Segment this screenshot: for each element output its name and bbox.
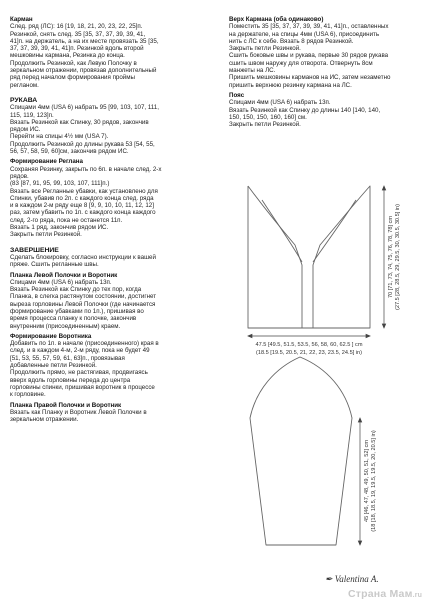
body-length-label-in: (27.5 [28, 28.5, 29, 29.5, 30, 30.5, 30.5] in): [395, 203, 401, 311]
body-width-label-in: (18.5 [19.5, 20.5, 21, 22, 23, 23.5, 24.5] in): [255, 350, 363, 356]
sleeve-length-label-in: (18 [18, 18.5, 19, 19.5, 19.5, 20, 20.5] in): [371, 430, 377, 532]
collar-line-left: [262, 200, 302, 262]
body-width-label-cm: 47.5 [49.5, 51.5, 53.5, 56, 58, 60, 62.5 ] cm: [255, 342, 363, 348]
raglan-line: Спинки, убавив по 2п. с каждого конца след. ряда: [10, 194, 154, 202]
pocket-line: ряд перед началом формирования проймы: [10, 74, 135, 82]
collar-line: Продолжить прямо, не растягивая, продвигаясь: [10, 369, 148, 377]
collar-line: вверх вдоль горловины переда до центра: [10, 376, 131, 384]
raglan-line: и в каждом 2-м ряду еще 8 [9, 9, 10, 10, 11, 12, 12]: [10, 202, 154, 210]
finishing-line: Сделать блокировку, согласно инструкции к вашей: [10, 253, 156, 261]
pocket-line: регланом.: [10, 81, 39, 89]
body-left-edge: [248, 186, 302, 328]
watermark: [348, 588, 422, 600]
pocket-line: 41]п. на держатель, а на их месте провязать 35 [35,: [10, 37, 159, 45]
pocket-top-heading: Верх Кармана (оба одинаково): [229, 16, 324, 23]
body-width-arrow-right: [366, 334, 370, 337]
sleeve-line: Вязать Резинкой как Спинку, 30 рядов, закончив: [10, 118, 149, 126]
sleeve-heading: РУКАВА: [10, 96, 38, 104]
designer-signature: [325, 574, 379, 585]
sleeve-length-arrow-bottom: [358, 541, 361, 545]
sleeve-length-label-cm: 45 [46, 47, 48, 49, 50, 51, 52] cm: [364, 439, 370, 523]
sleeve-line: Продолжить Резинкой до длины рукава 53 [54, 55,: [10, 140, 155, 148]
right-band-line: зеркальном отражении.: [10, 416, 79, 424]
raglan-line: след. 2-го ряда, пока не останется 11п.: [10, 216, 123, 224]
pocket-top-line: сшить швом наружу для отворота. Отвернуть 8см: [229, 59, 373, 67]
belt-line: 150, 150, 150, 160, 160] см.: [229, 113, 307, 121]
pocket-top-line: Пришить мешковины карманов на ИС, затем незаметно: [229, 74, 391, 82]
belt-heading: Пояс: [229, 91, 245, 99]
left-band-line: Планка, в слегка растянутом состоянии, достигнет: [10, 293, 157, 301]
left-band-line: внутренним (присоединенным) краем.: [10, 322, 121, 330]
pocket-heading: Карман: [10, 16, 33, 23]
body-length-arrow-bottom: [382, 324, 385, 328]
watermark-text: Страна Мам: [348, 588, 413, 600]
signature-text: Valentina A.: [334, 574, 379, 584]
sleeve-length-arrow-top: [358, 418, 361, 422]
left-band-line: время процесса планку к полочке, закончив: [10, 315, 137, 323]
watermark-domain: .ru: [412, 592, 423, 599]
pocket-top-line: Закрыть петли Резинкой.: [229, 45, 301, 53]
raglan-line: Закрыть петли Резинкой.: [10, 231, 82, 239]
collar-heading: Формирование Воротника: [10, 332, 92, 340]
pen-icon: ✒: [325, 574, 335, 584]
belt-line: Вязать Резинкой как Спинку до длины 140 [140, 140,: [229, 106, 381, 114]
raglan-line: Вязать все Регланные убавки, как установлено для: [10, 187, 158, 195]
collar-line: [51, 53, 55, 57, 59, 61, 63]п., провязывая: [10, 354, 125, 362]
sleeve-outline: [250, 357, 352, 545]
pocket-top-line: Сшить боковые швы и рукава, первые 30 рядов рукава: [229, 52, 389, 60]
body-length-arrow-top: [382, 186, 385, 190]
pocket-line: Продолжить Резинкой, как Левую Полочку в: [10, 59, 137, 67]
pocket-line: мешковины кармана, Резинка до конца.: [10, 52, 125, 60]
sleeve-line: 56, 57, 58, 59, 60]см, закончив рядом ИС.: [10, 148, 129, 156]
raglan-line: рядов.: [10, 172, 29, 180]
left-band-line: Вязать Резинкой как Спинку до тех пор, когда: [10, 286, 142, 294]
left-band-line: формирование убавками по 1п.), пришивая во: [10, 307, 144, 315]
left-band-line: выреза горловины Левой Полочки (где начинается: [10, 300, 156, 308]
left-band-heading: Планка Левой Полочки и Воротник: [10, 271, 118, 279]
collar-line-right: [313, 200, 356, 262]
sleeve-line: 115, 119, 123]п.: [10, 111, 54, 119]
pocket-top-line: пришить верхнюю резинку кармана на ЛС.: [229, 81, 352, 89]
pocket-line: След. ряд (ЛС): 16 [19, 18, 21, 20, 23, 22, 25]п.: [10, 23, 143, 31]
right-band-heading: Планка Правой Полочки и Воротник: [10, 401, 122, 409]
pocket-top-line: Поместить 35 [35, 37, 37, 39, 39, 41, 41]п., оставленных: [229, 23, 389, 31]
collar-line: горловины спинки, пришивая воротник в процессе: [10, 383, 155, 391]
pocket-line: Резинкой, снять след. 35 [35, 37, 37, 39, 39, 41,: [10, 30, 146, 38]
sleeve-line: Спицами 4мм (USA 6) набрать 95 [99, 103, 107, 111,: [10, 104, 159, 112]
finishing-heading: ЗАВЕРШЕНИЕ: [10, 246, 59, 254]
pocket-top-line: на держателе, на спицы 4мм (USA 6), присоединить: [229, 30, 380, 38]
left-band-line: Спицами 4мм (USA 6) набрать 13п.: [10, 278, 112, 286]
pocket-line: 37, 37, 39, 39, 41, 41]п. Резинкой вдоль второй: [10, 45, 144, 53]
raglan-line: раз, затем убавить по 1п. с каждого конца каждого: [10, 209, 156, 217]
body-width-arrow-left: [248, 334, 252, 337]
right-band-line: Вязать как Планку и Воротник Левой Полочки в: [10, 408, 147, 416]
raglan-heading: Формирование Реглана: [10, 158, 83, 166]
body-length-label-cm: 70 [71, 73, 74, 75, 76, 78, 78] cm: [388, 215, 394, 299]
belt-line: Закрыть петли Резинкой.: [229, 121, 301, 129]
belt-line: Спицами 4мм (USA 6) набрать 13п.: [229, 99, 331, 107]
pocket-line: зеркальном отражении, провязав дополнительный: [10, 67, 157, 75]
collar-line: след. и в каждом 4-м, 2-м ряду, пока не будет 49: [10, 347, 150, 355]
collar-line: к горловине.: [10, 391, 46, 399]
collar-line: Добавить по 1п. в начале (присоединенного) края в: [10, 340, 159, 348]
raglan-line: (83 [87, 91, 95, 99, 103, 107, 111]п.): [10, 180, 110, 188]
raglan-line: Вязать 1 ряд, закончив рядом ИС.: [10, 224, 109, 232]
raglan-line: Сохраняя Резинку, закрыть по 6п. в начале след. 2-х: [10, 165, 162, 173]
pocket-top-line: манжеты на ЛС.: [229, 67, 276, 75]
collar-line: добавленные петли Резинкой.: [10, 362, 97, 370]
pocket-top-line: нить с ЛС к себе. Вязать 8 рядов Резинкой.: [229, 37, 354, 45]
finishing-line: пряже. Сшить регланные швы.: [10, 261, 99, 269]
sleeve-line: Перейти на спицы 4½ мм (USA 7).: [10, 133, 109, 141]
sleeve-line: рядом ИС.: [10, 126, 41, 134]
